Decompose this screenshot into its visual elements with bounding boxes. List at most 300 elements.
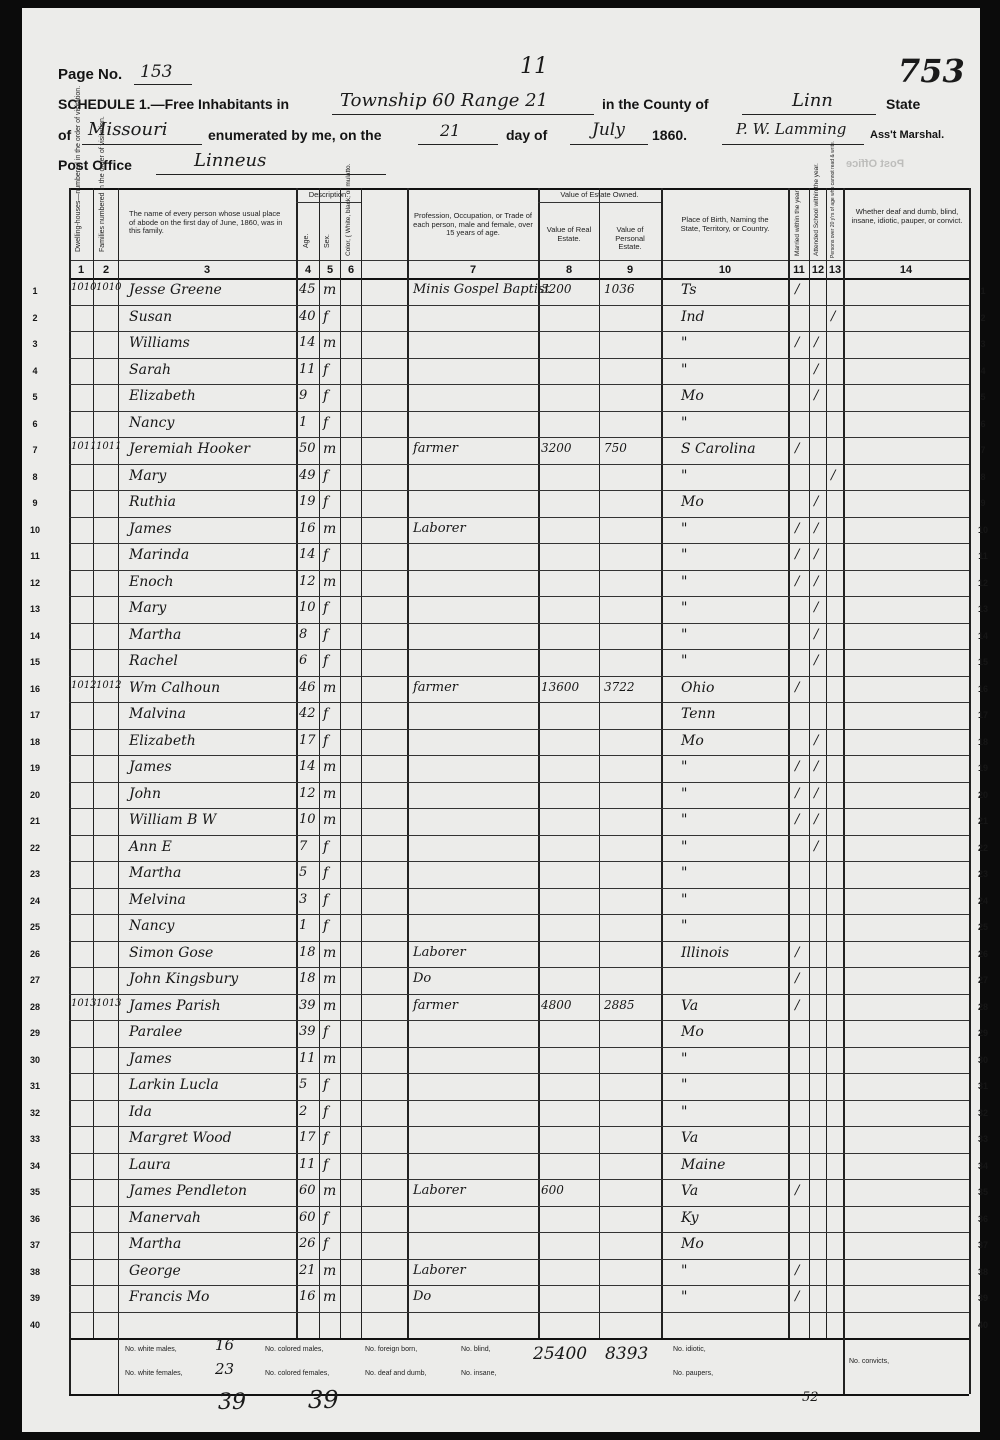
- birthplace: Ind: [681, 308, 705, 325]
- person-name: James: [129, 759, 172, 775]
- col5-header: Sex.: [324, 233, 331, 248]
- person-name: John: [129, 785, 162, 802]
- occupation: Laborer: [413, 944, 466, 960]
- person-name: Ann E: [129, 838, 172, 855]
- age-value: 14: [299, 759, 316, 774]
- line-number-left: 36: [29, 1213, 40, 1224]
- line-number-right: 35: [977, 1187, 988, 1197]
- age-value: 16: [299, 520, 316, 536]
- sex-value: f: [323, 1103, 329, 1120]
- sex-value: f: [323, 626, 329, 643]
- birthplace: Illinois: [681, 944, 730, 961]
- row-rule: [69, 570, 969, 571]
- birthplace: Mo: [681, 494, 704, 510]
- col14-header: Whether deaf and dumb, blind, insane, idiotic, pauper, or convict.: [851, 207, 963, 225]
- person-name: Elizabeth: [129, 732, 196, 749]
- school-mark: /: [814, 732, 819, 748]
- school-mark: /: [814, 626, 819, 642]
- age-value: 1: [299, 414, 308, 430]
- age-value: 21: [299, 1262, 316, 1278]
- person-name: Laura: [129, 1156, 171, 1173]
- col-number: 12: [811, 264, 825, 276]
- sex-value: m: [323, 812, 337, 828]
- line-number-left: 6: [32, 418, 38, 429]
- row-rule: [69, 755, 969, 756]
- person-name: Martha: [129, 865, 182, 881]
- married-mark: /: [795, 441, 800, 456]
- line-number-left: 8: [32, 471, 38, 482]
- personal-estate-value: 3722: [604, 679, 635, 694]
- age-value: 18: [299, 944, 316, 960]
- line-number-left: 39: [29, 1293, 40, 1303]
- bleed-through-text: Post Office: [846, 158, 905, 170]
- line-number-left: 13: [29, 604, 40, 614]
- enumeration-day: 21: [440, 121, 461, 140]
- bottom-page-mark: 52: [802, 1390, 819, 1405]
- age-value: 6: [299, 653, 308, 668]
- age-value: 39: [299, 997, 316, 1013]
- person-name: Ida: [129, 1103, 152, 1120]
- birthplace: ": [681, 759, 688, 775]
- school-mark: /: [814, 520, 819, 536]
- married-mark: /: [795, 944, 800, 960]
- row-rule: [69, 967, 969, 968]
- occupation: Minis Gospel Baptist: [413, 282, 550, 297]
- age-value: 46: [299, 679, 316, 695]
- person-name: Melvina: [129, 891, 186, 908]
- birthplace: S Carolina: [681, 441, 756, 457]
- sex-value: f: [323, 706, 329, 722]
- birthplace: Tenn: [681, 706, 716, 722]
- sex-value: f: [323, 467, 329, 484]
- sex-value: m: [323, 1183, 337, 1199]
- sex-value: m: [323, 335, 337, 351]
- row-rule: [69, 861, 969, 862]
- line-number-right: 33: [977, 1134, 988, 1144]
- county: Linn: [792, 90, 833, 111]
- row-rule: [69, 1047, 969, 1048]
- birthplace: ": [681, 1103, 688, 1120]
- age-value: 5: [299, 865, 308, 880]
- line-number-right: 38: [977, 1266, 988, 1277]
- age-value: 16: [299, 1289, 316, 1304]
- line-number-left: 38: [29, 1266, 40, 1277]
- line-number-right: 21: [977, 816, 988, 826]
- sex-value: m: [323, 785, 337, 802]
- row-rule: [69, 543, 969, 544]
- day-of-label: day of: [506, 127, 548, 143]
- birthplace: Va: [681, 997, 699, 1014]
- enumeration-year: 1860.: [652, 127, 688, 143]
- blind-label: No. blind,: [461, 1346, 491, 1353]
- person-name: Nancy: [129, 414, 175, 431]
- line-number-right: 34: [977, 1160, 988, 1171]
- person-name: Jeremiah Hooker: [129, 441, 250, 457]
- line-number-left: 14: [29, 630, 40, 641]
- school-mark: /: [814, 361, 819, 377]
- age-value: 10: [299, 600, 316, 615]
- sex-value: f: [323, 838, 329, 855]
- col2-header: Families numbered in the order of visitation.: [99, 116, 106, 252]
- line-number-left: 20: [29, 789, 40, 800]
- colored-males-label: No. colored males,: [265, 1346, 324, 1353]
- person-name: Mary: [129, 467, 167, 484]
- birthplace: ": [681, 573, 688, 590]
- real-estate-value: 4800: [541, 997, 572, 1012]
- married-mark: /: [795, 547, 800, 562]
- married-mark: /: [795, 1289, 800, 1304]
- line-number-right: 4: [980, 365, 986, 376]
- line-number-right: 39: [977, 1293, 988, 1303]
- real-estate-value: 600: [541, 1183, 564, 1197]
- state-label: State: [886, 96, 921, 112]
- sex-value: f: [323, 1236, 329, 1252]
- row-rule: [69, 1206, 969, 1207]
- col8-header: Value of Real Estate.: [546, 225, 592, 243]
- stamp-number: 753: [898, 52, 965, 90]
- person-name: Manervah: [129, 1209, 201, 1226]
- line-number-right: 16: [977, 683, 988, 694]
- sex-value: m: [323, 1050, 337, 1067]
- enumeration-month: July: [592, 120, 625, 140]
- age-value: 17: [299, 1130, 316, 1145]
- personal-estate-total: 8393: [605, 1344, 649, 1364]
- age-value: 18: [299, 971, 316, 986]
- col-number: 13: [828, 264, 842, 276]
- birthplace: Maine: [681, 1156, 726, 1173]
- age-value: 9: [299, 388, 308, 403]
- age-value: 7: [299, 838, 308, 854]
- line-number-left: 33: [29, 1134, 40, 1144]
- birthplace: Ohio: [681, 679, 715, 696]
- line-number-right: 40: [977, 1319, 988, 1330]
- township: Township 60 Range 21: [340, 90, 548, 111]
- line-number-left: 10: [29, 524, 40, 535]
- line-number-right: 30: [977, 1054, 988, 1065]
- age-value: 49: [299, 467, 316, 483]
- age-value: 45: [299, 282, 316, 297]
- state: Missouri: [88, 119, 168, 140]
- row-rule: [69, 914, 969, 915]
- white-males-label: No. white males,: [125, 1346, 177, 1353]
- row-rule: [69, 437, 969, 438]
- line-number-left: 24: [29, 895, 40, 906]
- birthplace: ": [681, 812, 688, 828]
- marshal-signature: P. W. Lamming: [736, 120, 847, 138]
- person-name: Margret Wood: [129, 1130, 232, 1146]
- age-value: 12: [299, 785, 316, 801]
- row-rule: [69, 729, 969, 730]
- person-name: Simon Gose: [129, 944, 214, 961]
- row-rule: [69, 941, 969, 942]
- sex-value: f: [323, 600, 329, 616]
- person-name: James Pendleton: [129, 1183, 248, 1199]
- line-number-left: 18: [29, 736, 40, 747]
- birthplace: ": [681, 1289, 688, 1305]
- sex-value: f: [323, 308, 329, 325]
- line-number-left: 21: [29, 816, 40, 826]
- col-number: 3: [203, 264, 211, 276]
- personal-estate-value: 2885: [604, 997, 635, 1012]
- bottom-mark-b: 39: [308, 1386, 339, 1414]
- paupers-label: No. paupers,: [673, 1370, 714, 1377]
- line-number-left: 2: [32, 312, 38, 323]
- line-number-right: 2: [980, 312, 986, 323]
- person-name: James: [129, 1050, 172, 1067]
- birthplace: ": [681, 547, 688, 563]
- birthplace: Mo: [681, 388, 704, 404]
- person-name: Rachel: [129, 653, 178, 669]
- dwelling-number: 1013: [71, 997, 97, 1009]
- page-label: Page No.: [58, 66, 123, 83]
- line-number-left: 17: [29, 710, 40, 720]
- personal-estate-value: 750: [604, 441, 627, 455]
- col-number: 11: [793, 264, 805, 276]
- row-rule: [69, 649, 969, 650]
- age-value: 8: [299, 626, 308, 642]
- married-mark: /: [795, 679, 800, 695]
- sex-value: m: [323, 944, 337, 961]
- sex-value: m: [323, 282, 337, 298]
- line-number-left: 9: [32, 498, 38, 508]
- occupation: farmer: [413, 997, 459, 1013]
- sex-value: f: [323, 494, 329, 510]
- insane-label: No. insane,: [461, 1370, 497, 1377]
- sex-value: m: [323, 520, 337, 537]
- family-number: 1011: [96, 441, 122, 452]
- person-name: Malvina: [129, 706, 186, 722]
- col-number: 14: [899, 264, 913, 276]
- row-rule: [69, 702, 969, 703]
- real-estate-total: 25400: [533, 1344, 588, 1364]
- row-rule: [69, 464, 969, 465]
- line-number-left: 7: [32, 445, 38, 455]
- line-number-left: 16: [29, 683, 40, 694]
- row-rule: [69, 1259, 969, 1260]
- line-number-left: 35: [29, 1187, 40, 1197]
- of-label: of: [58, 127, 72, 143]
- line-number-right: 18: [977, 736, 988, 747]
- sex-value: f: [323, 732, 329, 749]
- school-mark: /: [814, 573, 819, 589]
- line-number-right: 20: [977, 789, 988, 800]
- school-mark: /: [814, 388, 819, 403]
- birthplace: Va: [681, 1130, 699, 1146]
- estate-header: Value of Estate Owned.: [560, 190, 639, 199]
- birthplace: ": [681, 838, 688, 855]
- col7-header: Profession, Occupation, or Trade of each person, male and female, over 15 years of age.: [413, 211, 533, 237]
- row-rule: [69, 835, 969, 836]
- birthplace: Ky: [681, 1209, 699, 1226]
- birthplace: Mo: [681, 732, 704, 749]
- line-number-left: 27: [29, 975, 40, 985]
- line-number-left: 3: [32, 339, 38, 349]
- age-value: 2: [299, 1103, 308, 1119]
- white-males-count: 16: [215, 1336, 235, 1354]
- row-rule: [69, 1020, 969, 1021]
- white-females-count: 23: [215, 1360, 235, 1378]
- school-mark: /: [814, 653, 819, 668]
- white-females-label: No. white females,: [125, 1370, 183, 1377]
- line-number-right: 19: [977, 763, 988, 773]
- sex-value: f: [323, 1077, 329, 1093]
- sex-value: f: [323, 1209, 329, 1226]
- post-office: Linneus: [194, 150, 267, 171]
- married-mark: /: [795, 812, 800, 827]
- school-mark: /: [814, 547, 819, 562]
- school-mark: /: [814, 600, 819, 615]
- person-name: William B W: [129, 812, 217, 828]
- birthplace: Va: [681, 1183, 699, 1199]
- line-number-right: 37: [977, 1240, 988, 1250]
- line-number-left: 5: [32, 392, 38, 402]
- col-number: 9: [626, 264, 634, 276]
- county-label: in the County of: [602, 96, 709, 112]
- line-number-left: 37: [29, 1240, 40, 1250]
- line-number-right: 11: [978, 551, 988, 561]
- person-name: Susan: [129, 308, 173, 325]
- occupation: farmer: [413, 679, 459, 695]
- sex-value: m: [323, 997, 337, 1014]
- line-number-left: 26: [29, 948, 40, 959]
- married-mark: /: [795, 520, 800, 536]
- line-number-right: 15: [977, 657, 988, 667]
- family-number: 1010: [96, 282, 122, 293]
- real-estate-value: 13600: [541, 679, 580, 694]
- post-office-label: Post Office: [58, 157, 132, 173]
- age-value: 60: [299, 1183, 316, 1198]
- row-rule: [69, 888, 969, 889]
- age-value: 11: [299, 361, 316, 377]
- age-value: 17: [299, 732, 316, 748]
- person-name: Martha: [129, 626, 182, 643]
- birthplace: Mo: [681, 1024, 704, 1040]
- person-name: Marinda: [129, 547, 190, 563]
- dwelling-number: 1012: [71, 679, 97, 691]
- age-value: 39: [299, 1024, 316, 1039]
- age-value: 11: [299, 1156, 316, 1172]
- sex-value: m: [323, 1262, 337, 1279]
- line-number-right: 25: [977, 922, 988, 932]
- occupation: farmer: [413, 441, 459, 456]
- person-name: John Kingsbury: [129, 971, 239, 987]
- enumerated-label: enumerated by me, on the: [208, 127, 382, 143]
- line-number-right: 32: [977, 1107, 988, 1118]
- sex-value: m: [323, 679, 337, 696]
- person-name: Ruthia: [129, 494, 177, 510]
- line-number-left: 40: [29, 1319, 40, 1330]
- age-value: 3: [299, 891, 308, 907]
- age-value: 60: [299, 1209, 316, 1225]
- line-number-right: 13: [977, 604, 988, 614]
- convicts-label: No. convicts,: [849, 1358, 890, 1365]
- person-name: Elizabeth: [129, 388, 196, 404]
- line-number-left: 29: [29, 1028, 40, 1038]
- row-rule: [69, 1232, 969, 1233]
- row-rule: [69, 358, 969, 359]
- birthplace: ": [681, 918, 688, 934]
- family-number: 1012: [96, 679, 122, 691]
- col9-header: Value of Personal Estate.: [615, 225, 645, 251]
- birthplace: ": [681, 1077, 688, 1093]
- line-number-right: 6: [980, 418, 986, 429]
- age-value: 12: [299, 573, 316, 589]
- birthplace: ": [681, 653, 688, 669]
- birthplace: ": [681, 414, 688, 431]
- page-number: 153: [140, 62, 173, 82]
- col12-header: Attended School within the year.: [813, 163, 820, 256]
- age-value: 40: [299, 308, 316, 324]
- married-mark: /: [795, 1183, 800, 1198]
- school-mark: /: [814, 335, 819, 350]
- description-header: Description.: [308, 190, 349, 199]
- top-mark: 11: [520, 54, 548, 79]
- age-value: 14: [299, 547, 316, 562]
- line-number-right: 12: [977, 577, 988, 588]
- sex-value: f: [323, 547, 329, 563]
- line-number-right: 22: [977, 842, 988, 853]
- colored-females-label: No. colored females,: [265, 1370, 330, 1377]
- personal-estate-value: 1036: [604, 282, 635, 296]
- col10-header: Place of Birth, Naming the State, Territory, or Country.: [680, 215, 770, 233]
- person-name: Mary: [129, 600, 167, 616]
- occupation: Do: [413, 1289, 432, 1304]
- line-number-right: 9: [980, 498, 986, 508]
- col-number: 4: [304, 264, 312, 276]
- row-rule: [69, 808, 969, 809]
- birthplace: Ts: [681, 282, 697, 298]
- person-name: George: [129, 1262, 181, 1279]
- age-value: 5: [299, 1077, 308, 1092]
- person-name: Francis Mo: [129, 1289, 210, 1305]
- line-number-right: 28: [977, 1001, 988, 1012]
- sex-value: m: [323, 1289, 337, 1305]
- line-number-right: 14: [977, 630, 988, 641]
- line-number-left: 1: [32, 286, 38, 296]
- birthplace: ": [681, 1262, 688, 1279]
- schedule-label: SCHEDULE 1.—Free Inhabitants in: [58, 96, 290, 112]
- married-mark: /: [795, 785, 800, 801]
- col-number: 2: [102, 264, 110, 276]
- married-mark: /: [795, 997, 800, 1013]
- col-number: 10: [718, 264, 732, 276]
- line-number-left: 15: [29, 657, 40, 667]
- row-rule: [69, 623, 969, 624]
- line-number-right: 7: [980, 445, 986, 455]
- person-name: James: [129, 520, 172, 537]
- person-name: Nancy: [129, 918, 175, 934]
- line-number-left: 34: [29, 1160, 40, 1171]
- col11-header: Married within the year.: [794, 188, 801, 256]
- school-mark: /: [814, 838, 819, 854]
- line-number-left: 23: [29, 869, 40, 879]
- person-name: Jesse Greene: [129, 282, 222, 298]
- line-number-right: 8: [980, 471, 986, 482]
- occupation: Do: [413, 971, 432, 986]
- line-number-left: 25: [29, 922, 40, 932]
- sex-value: f: [323, 918, 329, 934]
- line-number-right: 29: [977, 1028, 988, 1038]
- deaf-dumb-label: No. deaf and dumb,: [365, 1370, 427, 1377]
- sex-value: m: [323, 441, 337, 457]
- sex-value: m: [323, 759, 337, 775]
- col6-header: Color, { White, black, or mulatto.: [345, 163, 352, 256]
- birthplace: ": [681, 467, 688, 484]
- person-name: Wm Calhoun: [129, 679, 221, 696]
- occupation: Laborer: [413, 520, 466, 536]
- sex-value: m: [323, 971, 337, 987]
- birthplace: ": [681, 600, 688, 616]
